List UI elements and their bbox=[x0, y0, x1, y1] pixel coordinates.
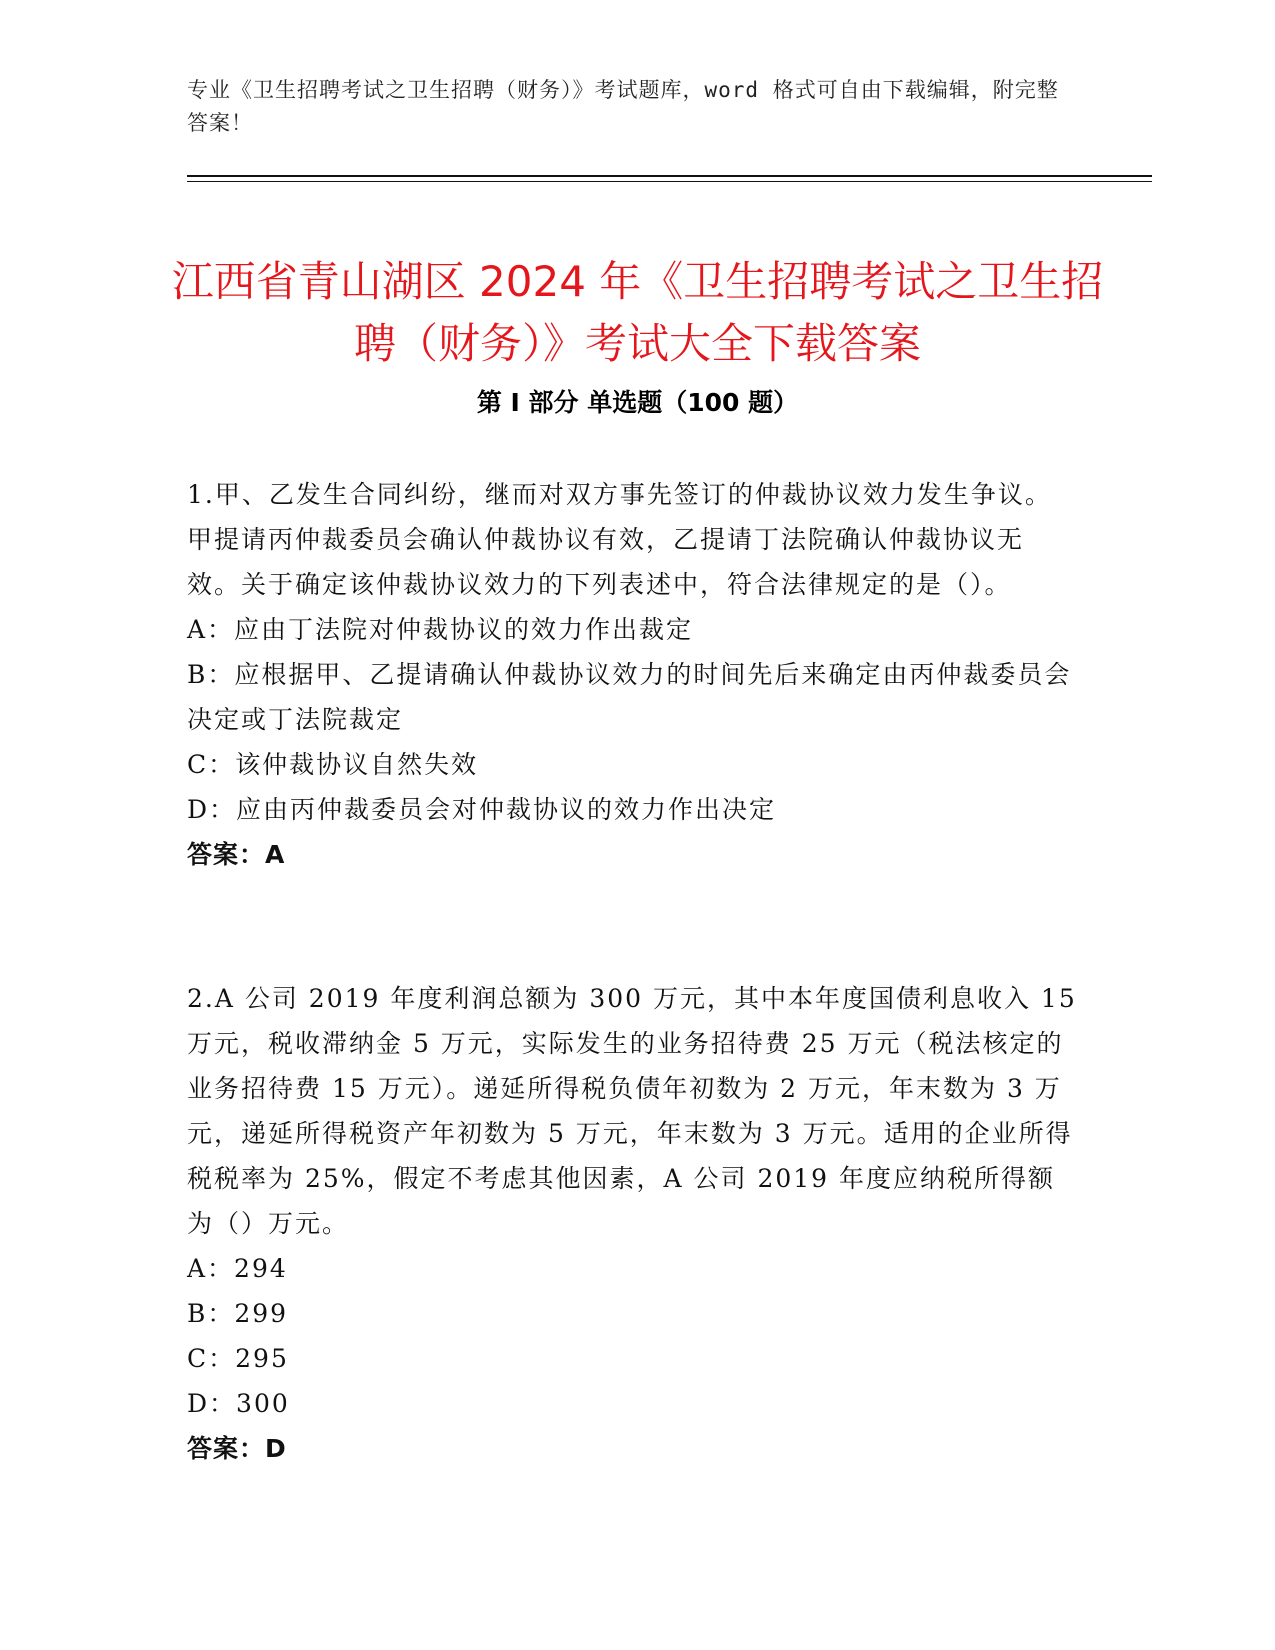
question-2 bbox=[187, 976, 1077, 1471]
option-c: C：该仲裁协议自然失效 bbox=[187, 750, 479, 779]
question-text: 1.甲、乙发生合同纠纷，继而对双方事先签订的仲裁协议效力发生争议。甲提请丙仲裁委员会确认仲裁协议有效，乙提请丁法院确认仲裁协议无效。关于确定该仲裁协议效力的下列表述中，符合法律规定的是（）。 bbox=[187, 480, 1052, 599]
option-b: B：299 bbox=[187, 1299, 289, 1328]
section-title: 第 I 部分 单选题（100 题） bbox=[476, 388, 799, 417]
option-d: D：300 bbox=[187, 1389, 290, 1418]
header-divider-thick bbox=[187, 175, 1152, 177]
answer: 答案：A bbox=[187, 840, 286, 869]
option-d: D：应由丙仲裁委员会对仲裁协议的效力作出决定 bbox=[187, 795, 777, 824]
option-a: A：294 bbox=[187, 1254, 288, 1283]
document-title: 江西省青山湖区 2024 年《卫生招聘考试之卫生招聘（财务）》考试大全下载答案 bbox=[171, 257, 1104, 369]
question-text: 2.A 公司 2019 年度利润总额为 300 万元，其中本年度国债利息收入 15 万元，税收滞纳金 5 万元，实际发生的业务招待费 25 万元（税法核定的业务招待费 15 万元）。递延所得税负债年初数为 2 万元，年末数为 3 万元，递延所得税资产年初数为 5 万元，年末数为 3 万元。适用的企业所得税税率为 25%，假定不考虑其他因素，A 公司 2019 年度应纳税所得额为（）万元。 bbox=[187, 984, 1077, 1238]
option-b: B：应根据甲、乙提请确认仲裁协议效力的时间先后来确定由丙仲裁委员会决定或丁法院裁定 bbox=[187, 660, 1072, 734]
header-divider-thin bbox=[187, 181, 1152, 182]
option-a: A：应由丁法院对仲裁协议的效力作出裁定 bbox=[187, 615, 694, 644]
option-c: C：295 bbox=[187, 1344, 289, 1373]
question-1 bbox=[187, 472, 1077, 877]
header-note: 专业《卫生招聘考试之卫生招聘（财务）》考试题库，word 格式可自由下载编辑，附完整答案！ bbox=[187, 78, 1059, 135]
answer: 答案：D bbox=[187, 1434, 287, 1463]
